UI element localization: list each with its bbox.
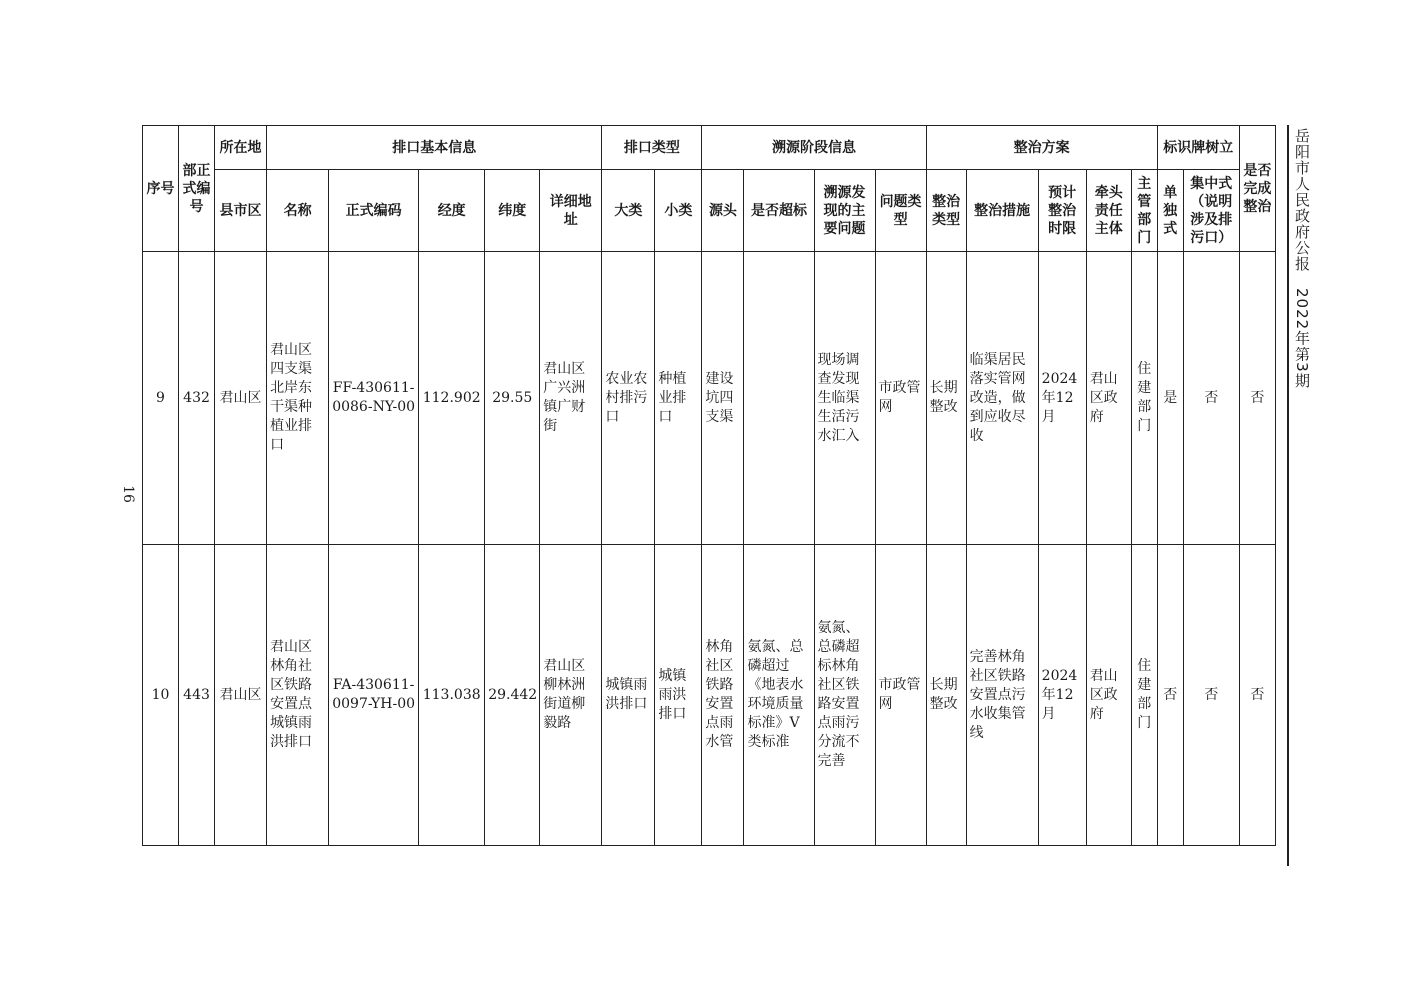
cell-measures: 完善林角社区铁路安置点污水收集管线 <box>966 545 1038 846</box>
header-latitude: 纬度 <box>485 170 540 252</box>
cell-code: 432 <box>179 252 215 545</box>
cell-major-type: 城镇雨洪排口 <box>602 545 655 846</box>
cell-major-type: 农业农村排污口 <box>602 252 655 545</box>
header-address: 详细地址 <box>540 170 602 252</box>
header-row-group <box>143 126 1276 170</box>
header-deadline: 预计整治时限 <box>1038 170 1086 252</box>
cell-dept: 住建部门 <box>1131 545 1157 846</box>
cell-minor-type: 城镇雨洪排口 <box>655 545 702 846</box>
cell-completed: 否 <box>1239 545 1275 846</box>
side-divider-line <box>1287 125 1289 866</box>
table-row <box>143 252 1276 545</box>
header-single: 单独式 <box>1157 170 1183 252</box>
header-sign: 标识牌树立 <box>1157 126 1239 170</box>
header-problem-type: 问题类型 <box>875 170 926 252</box>
cell-deadline: 2024年12月 <box>1038 545 1086 846</box>
cell-single: 是 <box>1157 252 1183 545</box>
cell-main-problem: 现场调查发现生临渠生活污水汇入 <box>814 252 875 545</box>
cell-dept: 住建部门 <box>1131 252 1157 545</box>
page-number: 16 <box>120 485 136 503</box>
header-exceed: 是否超标 <box>744 170 814 252</box>
header-location: 所在地 <box>215 126 267 170</box>
cell-formal-code: FF-430611-0086-NY-00 <box>329 252 419 545</box>
cell-deadline: 2024年12月 <box>1038 252 1086 545</box>
header-major-type: 大类 <box>602 170 655 252</box>
cell-name: 君山区林角社区铁路安置点城镇雨洪排口 <box>267 545 329 846</box>
cell-source: 建设坑四支渠 <box>702 252 744 545</box>
header-lead: 牵头责任主体 <box>1086 170 1131 252</box>
cell-problem-type: 市政管网 <box>875 545 926 846</box>
header-source: 源头 <box>702 170 744 252</box>
cell-address: 君山区广兴洲镇广财街 <box>540 252 602 545</box>
cell-measures: 临渠居民落实管网改造，做到应收尽收 <box>966 252 1038 545</box>
cell-seq: 9 <box>143 252 179 545</box>
cell-latitude: 29.55 <box>485 252 540 545</box>
cell-centralized: 否 <box>1183 545 1239 846</box>
cell-name: 君山区四支渠北岸东干渠种植业排口 <box>267 252 329 545</box>
header-dept: 主管部门 <box>1131 170 1157 252</box>
cell-rem-type: 长期整改 <box>926 252 966 545</box>
cell-completed: 否 <box>1239 252 1275 545</box>
cell-longitude: 112.902 <box>419 252 485 545</box>
cell-centralized: 否 <box>1183 252 1239 545</box>
table-row <box>143 545 1276 846</box>
header-formal-code: 正式编码 <box>329 170 419 252</box>
cell-problem-type: 市政管网 <box>875 252 926 545</box>
cell-seq: 10 <box>143 545 179 846</box>
sewage-outlet-table <box>142 125 1276 846</box>
publication-running-title: 岳阳市人民政府公报 2022年第3期 <box>1293 128 1311 389</box>
header-seq: 序号 <box>143 126 179 252</box>
cell-county: 君山区 <box>215 252 267 545</box>
header-ministry-code: 部正式编号 <box>179 126 215 252</box>
header-longitude: 经度 <box>419 170 485 252</box>
header-remediation: 整治方案 <box>926 126 1157 170</box>
cell-lead: 君山区政府 <box>1086 252 1131 545</box>
cell-exceed: 氨氮、总磷超过《地表水环境质量标准》V类标准 <box>744 545 814 846</box>
header-tracing: 溯源阶段信息 <box>702 126 926 170</box>
cell-address: 君山区柳林洲街道柳毅路 <box>540 545 602 846</box>
header-rem-type: 整治类型 <box>926 170 966 252</box>
cell-longitude: 113.038 <box>419 545 485 846</box>
header-centralized: 集中式（说明涉及排污口） <box>1183 170 1239 252</box>
cell-source: 林角社区铁路安置点雨水管 <box>702 545 744 846</box>
cell-main-problem: 氨氮、总磷超标林角社区铁路安置点雨污分流不完善 <box>814 545 875 846</box>
header-county: 县市区 <box>215 170 267 252</box>
cell-exceed <box>744 252 814 545</box>
cell-minor-type: 种植业排口 <box>655 252 702 545</box>
header-row-sub <box>143 170 1276 252</box>
header-outlet-type: 排口类型 <box>602 126 702 170</box>
header-minor-type: 小类 <box>655 170 702 252</box>
header-measures: 整治措施 <box>966 170 1038 252</box>
header-main-problem: 溯源发现的主要问题 <box>814 170 875 252</box>
cell-code: 443 <box>179 545 215 846</box>
cell-formal-code: FA-430611-0097-YH-00 <box>329 545 419 846</box>
cell-county: 君山区 <box>215 545 267 846</box>
cell-single: 否 <box>1157 545 1183 846</box>
cell-lead: 君山区政府 <box>1086 545 1131 846</box>
header-completed: 是否完成整治 <box>1239 126 1275 252</box>
cell-rem-type: 长期整改 <box>926 545 966 846</box>
cell-latitude: 29.442 <box>485 545 540 846</box>
header-outlet-info: 排口基本信息 <box>267 126 602 170</box>
header-name: 名称 <box>267 170 329 252</box>
